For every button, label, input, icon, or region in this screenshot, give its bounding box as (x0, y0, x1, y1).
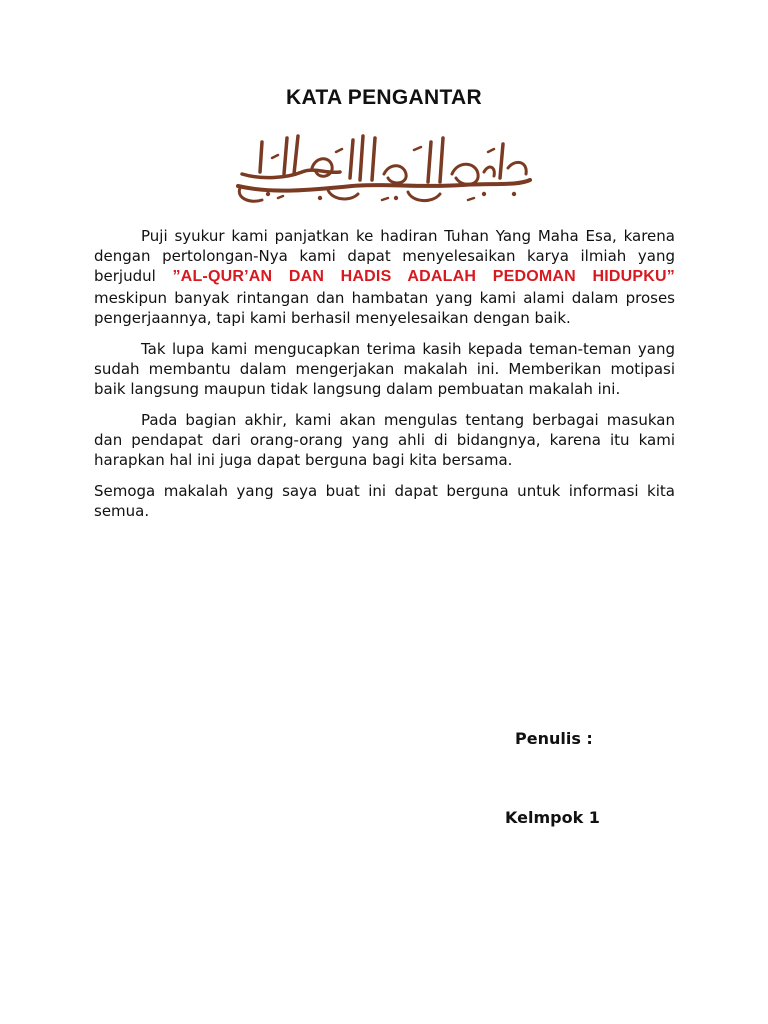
paragraph-1 (94, 226, 675, 328)
paragraph-4: Semoga makalah yang saya buat ini dapat berguna untuk informasi kita semua. (94, 481, 675, 520)
signature-label: Penulis : (515, 729, 593, 748)
page-title: KATA PENGANTAR (286, 86, 482, 109)
paragraph-1-intro: Puji syukur kami panjatkan ke hadiran Tuhan Yang Maha Esa, karena dengan pertolongan-Nya kami dapat menyelesaikan karya ilmiah yang berjudul (94, 227, 675, 286)
paper-title-highlight: ”AL-QUR’AN DAN HADIS ADALAH PEDOMAN HIDUPKU” (172, 268, 675, 286)
signature-name: Kelmpok 1 (505, 808, 600, 827)
body-text (94, 226, 675, 532)
paragraph-1-rest: meskipun banyak rintangan dan hambatan yang kami alami dalam proses pengerjaannya, tapi kami berhasil menyelesaikan dengan baik. (94, 288, 675, 327)
paragraph-3: Pada bagian akhir, kami akan mengulas tentang berbagai masukan dan pendapat dari orang-orang yang ahli di bidangnya, karena itu kami harapkan hal ini juga dapat berguna bagi kita bersama. (94, 410, 675, 470)
paragraph-2: Tak lupa kami mengucapkan terima kasih kepada teman-teman yang sudah membantu dalam mengerjakan makalah ini. Memberikan motipasi baik langsung maupun tidak langsung dalam pembuatan makalah ini. (94, 339, 675, 398)
basmala-calligraphy-icon (232, 128, 534, 210)
